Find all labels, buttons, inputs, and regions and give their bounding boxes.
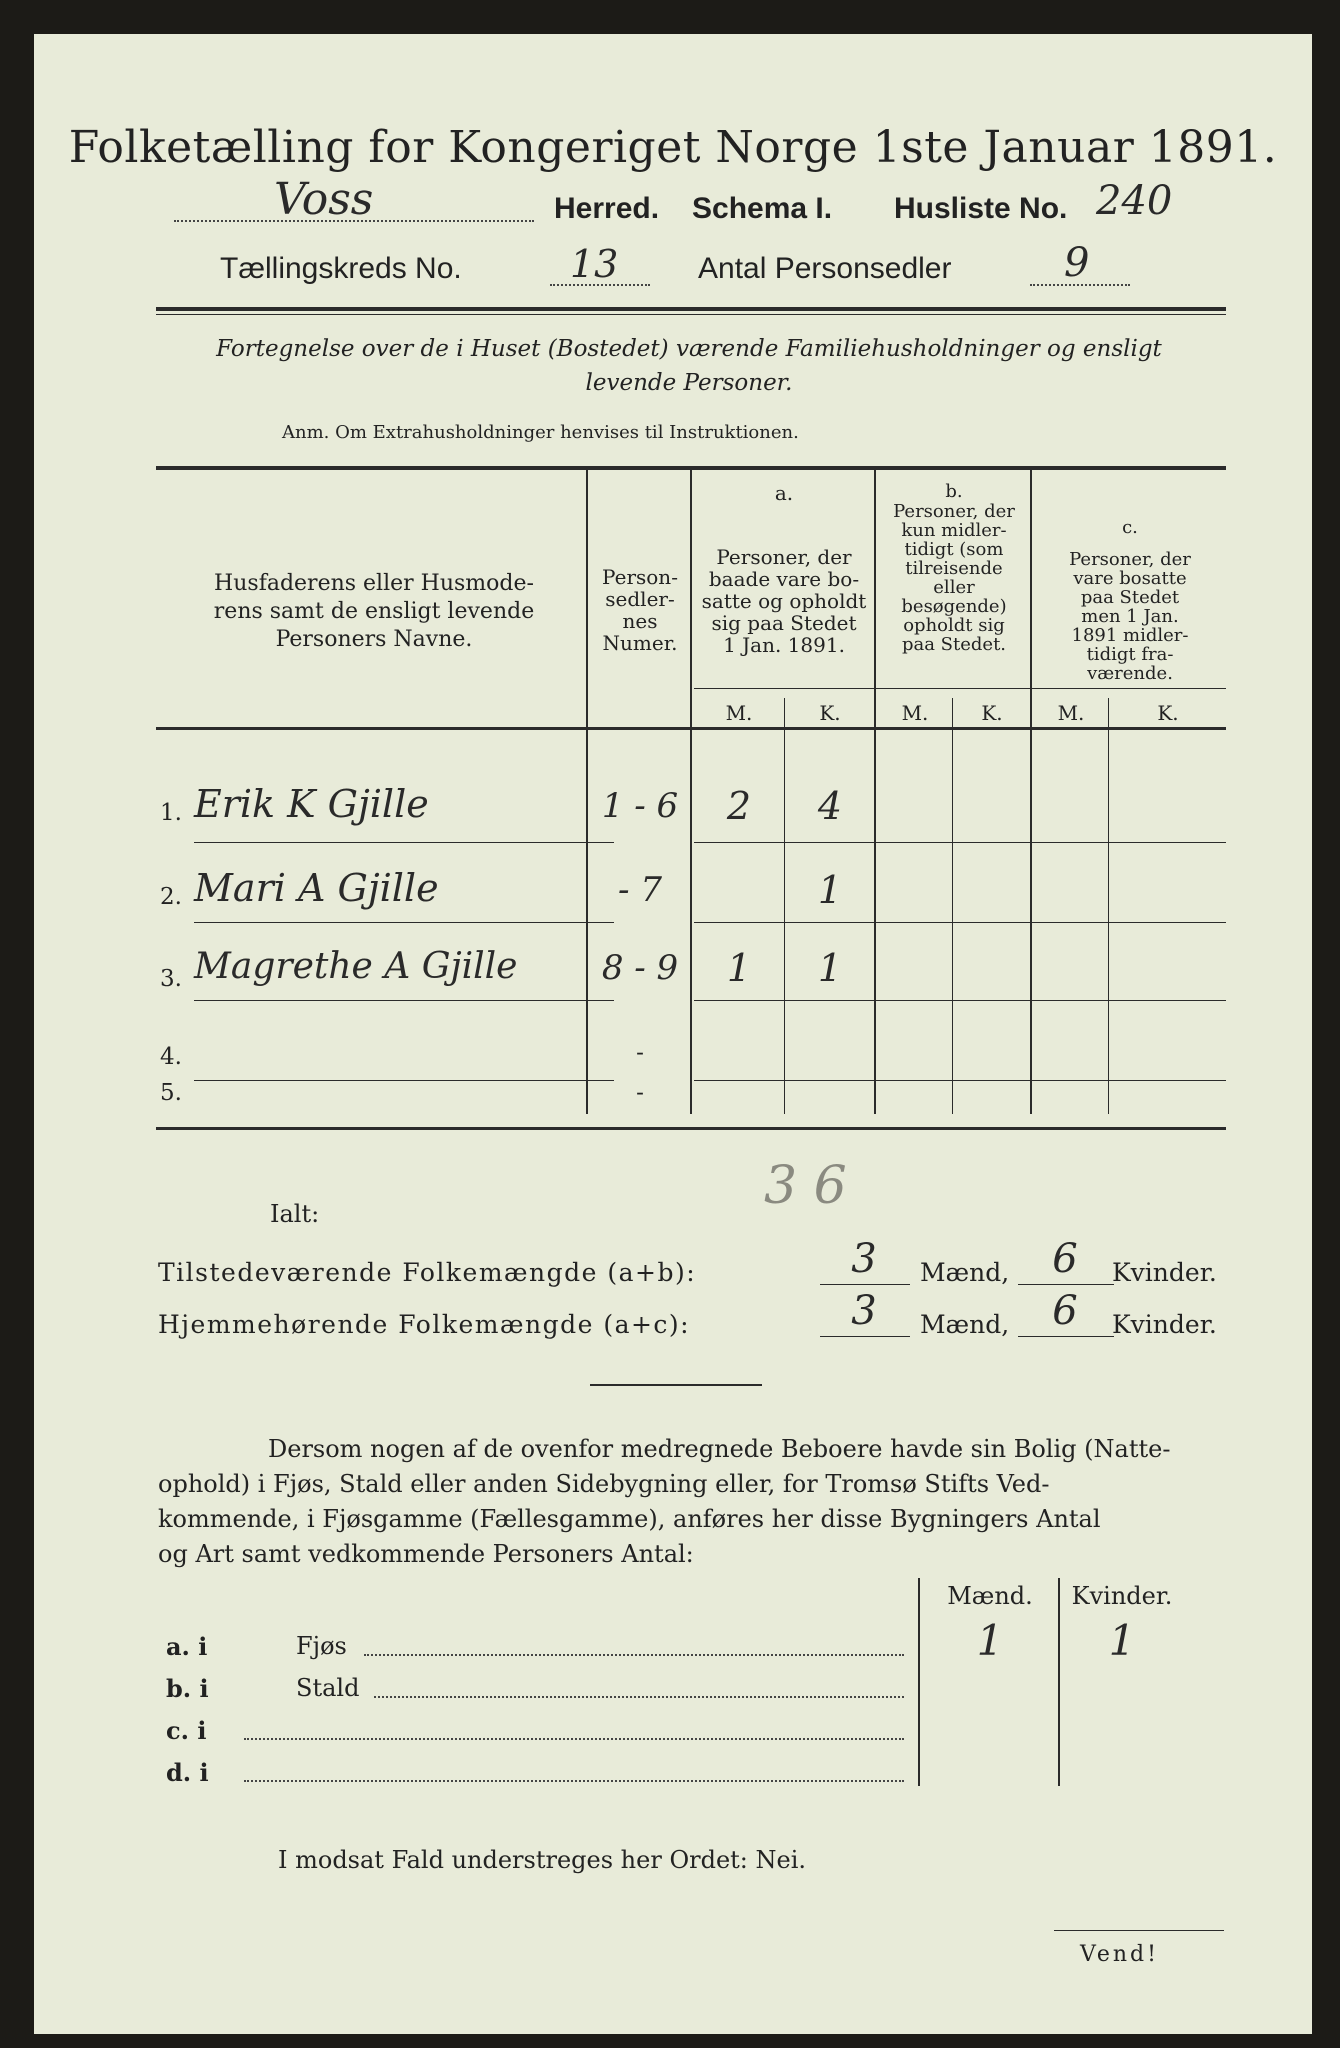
section-divider [590,1384,762,1386]
bolig-paragraph: Dersom nogen af de ovenfor medregnede Beboere havde sin Bolig (Natte- ophold) i Fjøs, Stald eller anden Sidebygning eller, for Tromsø Stifts Ved- kommende, i Fjøsgamme (Fællesgamme), anføres her disse Bygningers Antal og Art samt vedkommende Personers Antal: [158,1435,1171,1568]
intro-line1: Fortegnelse over de i Huset (Bostedet) værende Familiehusholdninger og ensligt [216,336,1162,362]
col-a-letter: a. [774,481,794,505]
census-form: Folketælling for Kongeriget Norge 1ste Januar 1891. Voss Herred. Schema I. Husliste No. 240 Tællingskreds No. 13 Antal Personsedler 9 Fortegnelse over de i Huset (Bostedet) værende Familiehusholdninger og ensligt levende Personer. Anm. Om Extrahusholdninger henvises til Instruktionen. Husfaderens eller Husmode- rens samt de ensligt levende Personers Navne. Person- sedler- nes Numer. a. Personer, der baade vare bo- satte og opholdt sig paa Stedet 1 Jan. 1891. b. Personer, der kun midler- tidigt (som tilreisende eller besøgende) opholdt sig paa Stedet. c. Personer, der vare bosatte paa Stedet men 1 Jan. 1891 midler- tidigt fra- værende. M. K. M. K. M. K. 1. Erik K Gjille 1 - 6 2 4 2. Mari A Gjille - 7 1 3. Magrethe A Gjille 8 - 9 1 1 4. - 5. - Ialt: 3 6 Tilstedeværende Folkemængde (a+b): 3 Mænd, 6 Kvinder. Hjemmehørende Folkemængde (a+c): 3 Mænd, 6 Kvinder. Dersom nogen af de ovenfor medregnede Beboere havde sin Bolig (Natte- ophold) i Fjøs, Stald eller anden Sidebygning eller, for Tromsø Stifts Ved- kommende, i Fjøsgamme (Fællesgamme), anføres her disse Bygningers Antal og Art samt vedkommende Personers Antal: Mænd. Kvinder. a. i Fjøs 1 1 b. i Stald c. i d. i I modsat Fald understreges her Ordet: Nei. Vend! [34,34,1312,2034]
kreds-label: Tællingskreds No. [220,252,462,285]
tilstede-kvinder-label: Kvinder. [1112,1258,1217,1287]
col-a-m: M. [725,701,753,725]
col-a-k: K. [819,701,841,725]
col-b-header: Personer, der kun midler- tidigt (som tilreisende eller besøgende) opholdt sig paa Stedet. [893,501,1015,655]
modsat-note: I modsat Fald understreges her Ordet: Nei. [278,1846,807,1874]
hjemme-kvinder-label: Kvinder. [1112,1310,1217,1339]
ialt-label: Ialt: [270,1200,320,1228]
col-c-letter: c. [1122,517,1138,538]
col-numer-header: Person- sedler- nes Numer. [602,565,678,655]
col-b-k: K. [981,701,1003,725]
kreds-value: 13 [570,242,619,286]
schema-label: Schema I. [692,192,833,225]
intro-line2: levende Personer. [585,370,793,396]
hjemme-kvinder: 6 [1052,1288,1078,1334]
vend-note: Vend! [1080,1942,1159,1967]
herred-value: Voss [274,174,374,225]
form-title: Folketælling for Kongeriget Norge 1ste Januar 1891. [68,122,1278,173]
col-c-m: M. [1057,701,1085,725]
ialt-pencil-note: 3 6 [764,1156,847,1216]
col-c-header: Personer, der vare bosatte paa Stedet men 1 Jan. 1891 midler- tidigt fra- værende. [1069,549,1191,684]
tilstede-kvinder: 6 [1052,1236,1078,1282]
tilstede-maend-label: Mænd, [920,1258,1010,1287]
col-names-header: Husfaderens eller Husmode- rens samt de ensligt levende Personers Navne. [213,571,535,652]
husliste-label: Husliste No. [894,192,1068,225]
col-c-k: K. [1157,701,1179,725]
hjemme-maend: 3 [851,1288,877,1334]
bolig-maend-header: Mænd. [947,1582,1033,1610]
col-b-letter: b. [945,481,963,502]
col-b-m: M. [901,701,929,725]
hjemme-maend-label: Mænd, [920,1310,1010,1339]
personsedler-value: 9 [1064,240,1090,286]
col-a-header: Personer, der baade vare bo- satte og opholdt sig paa Stedet 1 Jan. 1891. [701,545,867,657]
herred-label: Herred. [554,192,660,225]
husliste-value: 240 [1096,178,1173,224]
bolig-kvinder-header: Kvinder. [1071,1582,1173,1610]
tilstede-maend: 3 [851,1236,877,1282]
anm-note: Anm. Om Extrahusholdninger henvises til Instruktionen. [282,422,799,443]
personsedler-label: Antal Personsedler [698,252,952,285]
tilstede-label: Tilstedeværende Folkemængde (a+b): [158,1258,697,1287]
header-rule [156,307,1226,311]
hjemme-label: Hjemmehørende Folkemængde (a+c): [158,1310,691,1339]
table-bottom-rule [156,1127,1226,1130]
